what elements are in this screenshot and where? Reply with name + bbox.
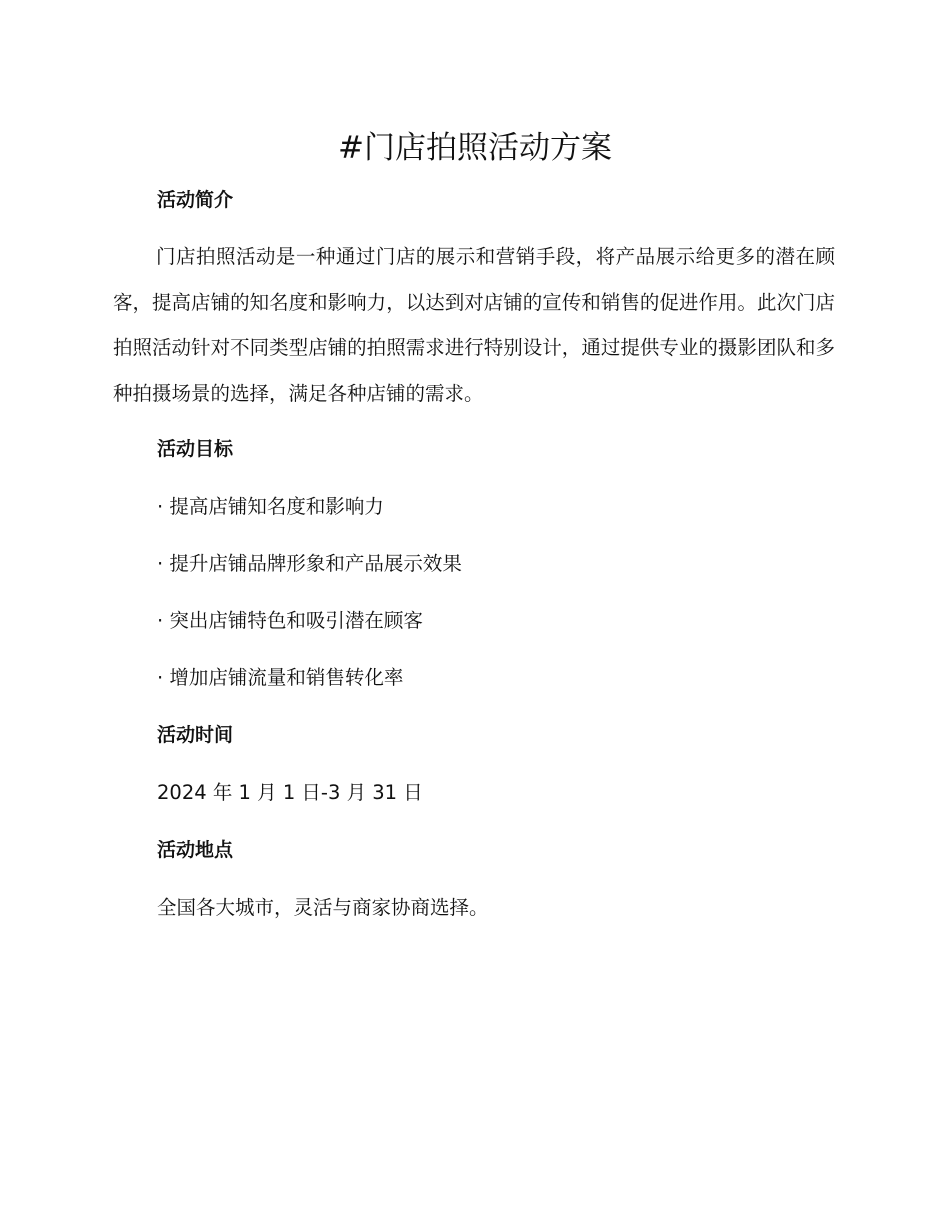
goal-item: · 提高店铺知名度和影响力 (157, 495, 384, 518)
location-text: 全国各大城市，灵活与商家协商选择。 (157, 896, 489, 919)
section-heading-goals: 活动目标 (157, 438, 234, 460)
section-heading-intro: 活动简介 (157, 189, 234, 211)
goal-item: · 提升店铺品牌形象和产品展示效果 (157, 552, 462, 575)
document-title: #门店拍照活动方案 (338, 130, 612, 166)
time-text: 2024 年 1 月 1 日-3 月 31 日 (157, 781, 423, 804)
goal-item: · 突出店铺特色和吸引潜在顾客 (157, 609, 423, 632)
section-heading-time: 活动时间 (157, 724, 234, 746)
intro-paragraph: 门店拍照活动是一种通过门店的展示和营销手段，将产品展示给更多的潜在顾客，提高店铺的知名度和影响力，以达到对店铺的宣传和销售的促进作用。此次门店拍照活动针对不同类型店铺的拍照需求进行特别设计，通过提供专业的摄影团队和多种拍摄场景的选择，满足各种店铺的需求。 (113, 245, 835, 405)
section-heading-location: 活动地点 (157, 839, 234, 861)
goal-item: · 增加店铺流量和销售转化率 (157, 666, 404, 689)
